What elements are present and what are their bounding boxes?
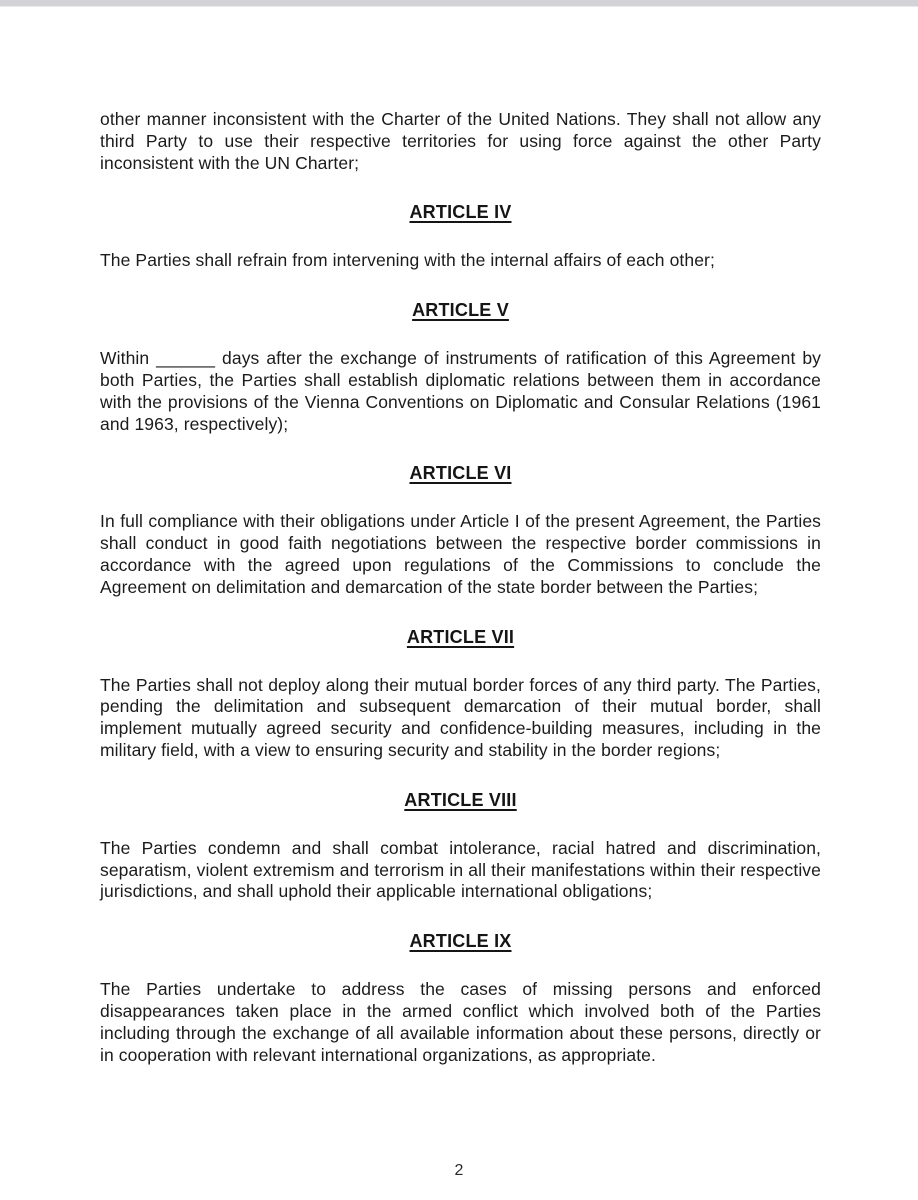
paragraph: other manner inconsistent with the Charter of the United Nations. They shall not allow any third Party to use their respective territories for using force against the other Party inconsistent with the UN Charter; [100,109,821,173]
paragraph: In full compliance with their obligations under Article I of the present Agreement, the Parties shall conduct in good faith negotiations between the respective border commissions in accordance with the agreed upon regulations of the Commissions to conclude the Agreement on delimitation and demarcation of the state border between the Parties; [100,511,821,597]
paragraph: Within ______ days after the exchange of instruments of ratification of this Agreement by both Parties, the Parties shall establish diplomatic relations between them in accordance with the provisions of the Vienna Conventions on Diplomatic and Consular Relations (1961 and 1963, respectively); [100,348,821,434]
article-heading: ARTICLE VIII [404,789,517,810]
paragraph: The Parties shall refrain from intervening with the internal affairs of each other; [100,250,715,271]
paragraph: The Parties undertake to address the cases of missing persons and enforced disappearances taken place in the armed conflict which involved both of the Parties including through the exchange of all available information about these persons, directly or in cooperation with relevant international organizations, as appropriate. [100,979,821,1065]
article-heading: ARTICLE VI [409,463,512,484]
article-heading: ARTICLE IV [409,202,512,223]
paragraph: The Parties condemn and shall combat intolerance, racial hatred and discrimination, separatism, violent extremism and terrorism in all their manifestations within their respective jurisdictions, and shall uphold their applicable international obligations; [100,837,821,902]
article-heading: ARTICLE V [412,300,509,321]
article-heading: ARTICLE VII [406,626,515,647]
page-number: 2 [454,1162,464,1179]
article-heading: ARTICLE IX [409,931,512,952]
paragraph: The Parties shall not deploy along their mutual border forces of any third party. The Parties, pending the delimitation and subsequent demarcation of their mutual border, shall implement mutually agreed security and confidence-building measures, including in the military field, with a view to ensuring security and stability in the border regions; [100,674,821,760]
